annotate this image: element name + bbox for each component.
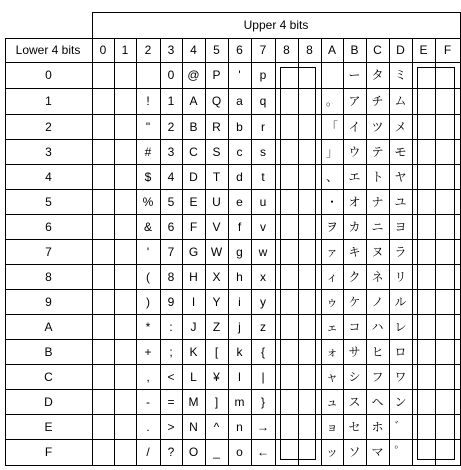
- table-cell: {: [260, 344, 265, 359]
- table-cell: ネ: [371, 269, 384, 284]
- table-cell: R: [212, 119, 221, 134]
- table-cell: ←: [257, 445, 269, 459]
- grid-line: [5, 465, 461, 466]
- table-cell: ]: [214, 394, 219, 409]
- table-cell: X: [212, 269, 221, 284]
- table-cell: A: [189, 94, 198, 108]
- table-cell: S: [212, 144, 221, 159]
- row-label: 3: [45, 144, 52, 159]
- grid-line: [343, 38, 344, 466]
- table-cell: @: [187, 68, 200, 82]
- row-label: 4: [45, 169, 52, 184]
- table-cell: &: [143, 219, 152, 234]
- grid-line: [5, 189, 461, 190]
- grid-line: [5, 389, 461, 390]
- row-label: F: [44, 445, 53, 459]
- table-cell: <: [167, 369, 175, 384]
- table-cell: M: [188, 394, 199, 409]
- table-cell: ル: [394, 294, 407, 309]
- grid-line: [5, 214, 461, 215]
- table-cell: t: [261, 169, 265, 184]
- table-cell: ミ: [394, 68, 407, 82]
- table-cell: キ: [348, 244, 361, 259]
- table-cell: V: [212, 219, 221, 234]
- table-cell: Z: [212, 319, 221, 334]
- table-cell: [: [214, 344, 219, 359]
- table-cell: F: [189, 219, 198, 234]
- table-cell: ュ: [325, 394, 338, 409]
- grid-line: [389, 38, 390, 466]
- table-cell: ヨ: [394, 219, 407, 234]
- table-cell: 。: [325, 94, 338, 108]
- table-cell: ォ: [325, 344, 338, 359]
- table-cell: H: [189, 269, 198, 284]
- table-cell: f: [237, 219, 242, 234]
- lower-bits-title: Lower 4 bits: [15, 43, 81, 57]
- column-header: F: [443, 43, 452, 57]
- grid-line: [5, 414, 461, 415]
- table-cell: 8: [167, 269, 175, 284]
- table-cell: h: [236, 269, 243, 284]
- table-cell: ・: [325, 194, 338, 209]
- table-cell: K: [189, 344, 198, 359]
- table-cell: q: [259, 94, 267, 108]
- table-cell: ": [145, 119, 151, 134]
- table-cell: ク: [348, 269, 361, 284]
- column-header: 8: [283, 43, 290, 57]
- grid-line: [92, 12, 93, 466]
- column-header: 8: [306, 43, 313, 57]
- grid-line: [5, 289, 461, 290]
- table-cell: +: [144, 344, 152, 359]
- table-cell: モ: [394, 144, 407, 159]
- table-cell: ナ: [371, 194, 384, 209]
- grid-line: [251, 38, 252, 466]
- table-cell: ホ: [371, 419, 384, 434]
- grid-line: [182, 38, 183, 466]
- table-cell: マ: [371, 445, 384, 459]
- row-label: 7: [45, 244, 52, 259]
- table-cell: ョ: [325, 419, 338, 434]
- table-cell: ,: [146, 369, 150, 384]
- row-label: E: [44, 419, 53, 434]
- row-label: A: [44, 319, 53, 334]
- table-cell: d: [236, 169, 243, 184]
- unused-region-frame: [280, 67, 316, 460]
- row-label: B: [44, 344, 53, 359]
- table-cell: ー: [348, 68, 361, 82]
- grid-line: [5, 439, 461, 440]
- grid-line: [275, 38, 276, 466]
- table-cell: ヤ: [394, 169, 407, 184]
- row-label: 5: [45, 194, 52, 209]
- grid-line: [5, 88, 461, 89]
- table-cell: ャ: [325, 369, 338, 384]
- table-cell: ス: [348, 394, 361, 409]
- table-cell: テ: [371, 144, 384, 159]
- grid-line: [5, 38, 461, 39]
- table-cell: ヲ: [325, 219, 338, 234]
- column-header: E: [419, 43, 428, 57]
- table-cell: 2: [167, 119, 175, 134]
- column-header: 6: [236, 43, 243, 57]
- unused-region-frame: [417, 67, 455, 460]
- table-cell: _: [213, 445, 220, 459]
- table-cell: ェ: [325, 319, 338, 334]
- table-cell: G: [188, 244, 199, 259]
- column-header: 1: [121, 43, 129, 57]
- table-cell: ゥ: [325, 294, 338, 309]
- table-cell: オ: [348, 194, 361, 209]
- grid-line: [5, 38, 6, 466]
- table-cell: ハ: [371, 319, 384, 334]
- grid-line: [5, 364, 461, 365]
- table-cell: レ: [394, 319, 407, 334]
- table-cell: 9: [167, 294, 175, 309]
- table-cell: Q: [211, 94, 222, 108]
- table-cell: g: [236, 244, 243, 259]
- table-cell: カ: [348, 219, 361, 234]
- table-cell: P: [212, 68, 221, 82]
- table-cell: z: [260, 319, 266, 334]
- table-cell: ァ: [325, 244, 338, 259]
- table-cell: e: [236, 194, 243, 209]
- table-cell: (: [146, 269, 150, 284]
- table-cell: ラ: [394, 244, 407, 259]
- table-cell: x: [260, 269, 266, 284]
- table-cell: 4: [167, 169, 175, 184]
- table-cell: ニ: [371, 219, 384, 234]
- grid-line: [5, 164, 461, 165]
- table-cell: ;: [169, 344, 173, 359]
- table-cell: ): [146, 294, 150, 309]
- table-cell: ウ: [348, 144, 361, 159]
- table-cell: :: [169, 319, 173, 334]
- grid-line: [205, 38, 206, 466]
- grid-line: [160, 38, 161, 466]
- table-cell: %: [142, 194, 154, 209]
- table-cell: s: [260, 144, 266, 159]
- table-cell: o: [236, 445, 243, 459]
- table-cell: タ: [371, 68, 384, 82]
- table-cell: /: [146, 445, 150, 459]
- table-cell: !: [146, 94, 150, 108]
- table-cell: ^: [213, 419, 220, 434]
- table-cell: サ: [348, 344, 361, 359]
- row-label: D: [44, 394, 53, 409]
- table-cell: 0: [167, 68, 175, 82]
- grid-line: [228, 38, 229, 466]
- table-cell: u: [259, 194, 267, 209]
- table-cell: ロ: [394, 344, 407, 359]
- table-cell: セ: [348, 419, 361, 434]
- table-cell: n: [236, 419, 243, 434]
- table-cell: 1: [167, 94, 175, 108]
- column-header: C: [373, 43, 382, 57]
- table-cell: メ: [394, 119, 407, 134]
- table-cell: ノ: [371, 294, 384, 309]
- table-cell: |: [261, 369, 265, 384]
- table-cell: ゛: [394, 419, 407, 434]
- table-cell: ¥: [213, 369, 220, 384]
- table-cell: →: [257, 419, 269, 434]
- table-cell: $: [144, 169, 152, 184]
- table-cell: 3: [167, 144, 175, 159]
- table-cell: ソ: [348, 445, 361, 459]
- table-cell: 」: [325, 144, 338, 159]
- row-label: 6: [45, 219, 52, 234]
- table-cell: l: [238, 369, 241, 384]
- table-cell: シ: [348, 369, 361, 384]
- table-cell: C: [189, 144, 198, 159]
- grid-line: [5, 114, 461, 115]
- table-cell: L: [190, 369, 197, 384]
- table-cell: N: [189, 419, 198, 434]
- table-cell: *: [145, 319, 151, 334]
- table-cell: 「: [325, 119, 338, 134]
- row-label: 8: [45, 269, 52, 284]
- grid-line: [5, 264, 461, 265]
- table-cell: D: [189, 169, 198, 184]
- table-cell: a: [236, 94, 243, 108]
- table-cell: >: [167, 419, 175, 434]
- table-cell: ヌ: [371, 244, 384, 259]
- table-cell: p: [259, 68, 267, 82]
- row-label: 0: [45, 68, 52, 82]
- table-cell: ヘ: [371, 394, 384, 409]
- table-cell: コ: [348, 319, 361, 334]
- table-cell: c: [236, 144, 243, 159]
- grid-line: [5, 339, 461, 340]
- table-cell: 、: [325, 169, 338, 184]
- table-cell: エ: [348, 169, 361, 184]
- table-cell: Y: [212, 294, 221, 309]
- table-cell: フ: [371, 369, 384, 384]
- table-cell: ユ: [394, 194, 407, 209]
- table-cell: ィ: [325, 269, 338, 284]
- grid-line: [5, 314, 461, 315]
- grid-line: [114, 38, 115, 466]
- row-label: 2: [45, 119, 52, 134]
- table-cell: w: [258, 244, 268, 259]
- column-header: 2: [144, 43, 152, 57]
- table-cell: ヒ: [371, 344, 384, 359]
- table-cell: y: [260, 294, 266, 309]
- table-cell: ケ: [348, 294, 361, 309]
- row-label: 1: [45, 94, 52, 108]
- table-cell: m: [234, 394, 245, 409]
- grid-line: [412, 38, 413, 466]
- table-cell: ツ: [371, 119, 384, 134]
- table-cell: ト: [371, 169, 384, 184]
- column-header: 3: [167, 43, 175, 57]
- grid-line: [5, 239, 461, 240]
- grid-line: [136, 38, 137, 466]
- table-cell: b: [236, 119, 243, 134]
- column-header: 7: [259, 43, 267, 57]
- table-cell: J: [190, 319, 197, 334]
- grid-line: [366, 38, 367, 466]
- table-cell: v: [260, 219, 266, 234]
- grid-line: [92, 12, 461, 13]
- table-cell: ゜: [394, 445, 407, 459]
- column-header: B: [350, 43, 359, 57]
- table-cell: -: [146, 394, 150, 409]
- table-cell: #: [144, 144, 152, 159]
- grid-line: [5, 139, 461, 140]
- table-cell: ワ: [394, 369, 407, 384]
- table-cell: ム: [394, 94, 407, 108]
- column-header: A: [327, 43, 336, 57]
- table-cell: O: [188, 445, 199, 459]
- grid-line: [5, 62, 461, 63]
- table-cell: I: [191, 294, 196, 309]
- column-header: 0: [99, 43, 107, 57]
- row-label: 9: [45, 294, 52, 309]
- table-cell: 5: [167, 194, 175, 209]
- table-cell: ッ: [325, 445, 338, 459]
- table-cell: ': [146, 244, 150, 259]
- table-cell: =: [167, 394, 175, 409]
- table-cell: チ: [371, 94, 384, 108]
- table-cell: U: [212, 194, 221, 209]
- table-cell: ?: [167, 445, 175, 459]
- column-header: 4: [190, 43, 197, 57]
- table-cell: E: [189, 194, 198, 209]
- row-label: C: [44, 369, 53, 384]
- table-cell: イ: [348, 119, 361, 134]
- table-cell: i: [238, 294, 241, 309]
- table-cell: .: [146, 419, 150, 434]
- column-header: 5: [213, 43, 220, 57]
- table-cell: B: [189, 119, 198, 134]
- table-cell: ン: [394, 394, 407, 409]
- table-cell: リ: [394, 269, 407, 284]
- table-cell: W: [210, 244, 223, 259]
- table-cell: }: [260, 394, 265, 409]
- grid-line: [321, 38, 322, 466]
- column-header: D: [396, 43, 405, 57]
- table-cell: j: [238, 319, 241, 334]
- table-cell: 7: [167, 244, 175, 259]
- table-cell: ': [238, 68, 241, 82]
- table-cell: r: [261, 119, 265, 134]
- table-cell: ア: [348, 94, 361, 108]
- upper-bits-title: Upper 4 bits: [243, 18, 309, 32]
- table-cell: T: [212, 169, 221, 184]
- table-cell: 6: [167, 219, 175, 234]
- table-cell: k: [236, 344, 243, 359]
